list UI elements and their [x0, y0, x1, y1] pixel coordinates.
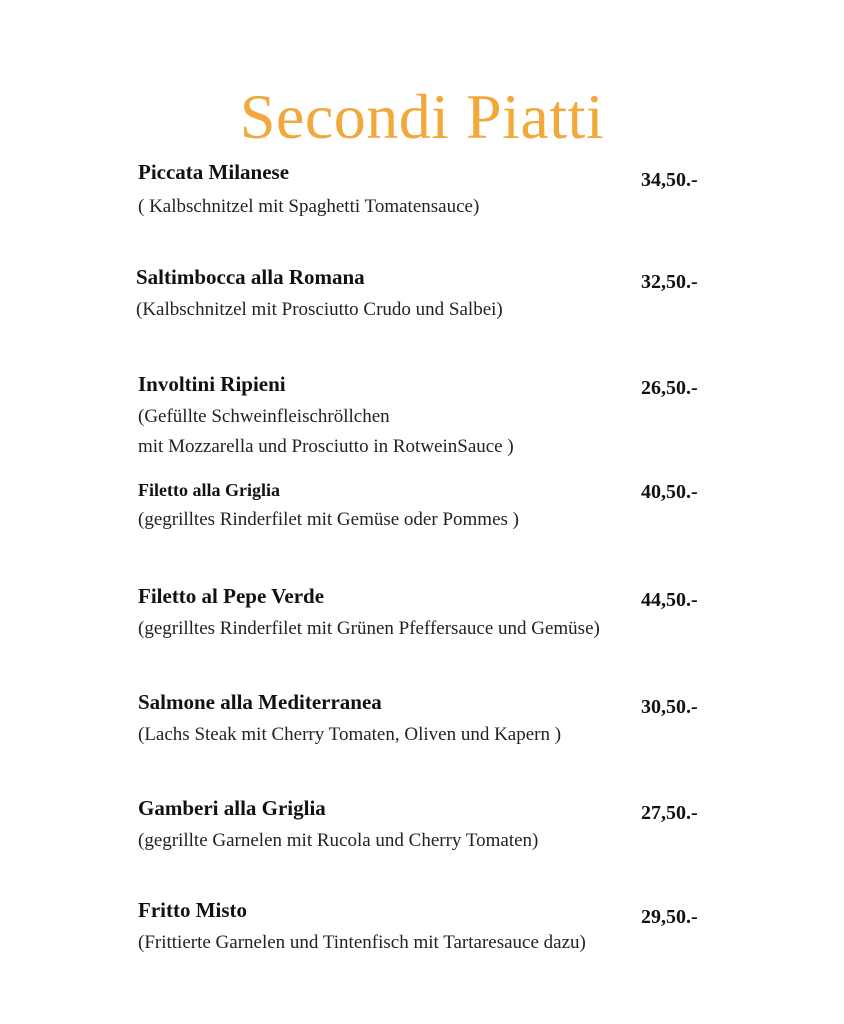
page-title: Secondi Piatti	[239, 80, 605, 152]
dish-price: 44,50.-	[641, 589, 698, 611]
dish-description: ( Kalbschnitzel mit Spaghetti Tomatensauce)	[138, 196, 480, 217]
dish-price: 27,50.-	[641, 802, 698, 824]
dish-description: (Lachs Steak mit Cherry Tomaten, Oliven und Kapern )	[138, 724, 562, 745]
dish-description: (gegrilltes Rinderfilet mit Grünen Pfeffersauce und Gemüse)	[138, 618, 600, 639]
dish-description-line-2: mit Mozzarella und Prosciutto in RotweinSauce )	[138, 436, 514, 457]
dish-price: 32,50.-	[641, 271, 698, 293]
dish-name: Filetto alla Griglia	[138, 480, 280, 500]
dish-description: (Frittierte Garnelen und Tintenfisch mit Tartaresauce dazu)	[138, 932, 586, 953]
dish-price: 40,50.-	[641, 481, 698, 503]
dish-name: Filetto al Pepe Verde	[138, 584, 325, 608]
dish-description: (Kalbschnitzel mit Prosciutto Crudo und Salbei)	[136, 299, 503, 320]
dish-name: Saltimbocca alla Romana	[136, 265, 365, 289]
dish-price: 34,50.-	[641, 169, 698, 191]
dish-name: Salmone alla Mediterranea	[138, 690, 382, 714]
dish-name: Piccata Milanese	[138, 160, 290, 184]
dish-description: (gegrilltes Rinderfilet mit Gemüse oder Pommes )	[138, 509, 519, 530]
dish-description: (gegrillte Garnelen mit Rucola und Cherry Tomaten)	[138, 830, 539, 851]
dish-price: 26,50.-	[641, 377, 698, 399]
dish-name: Involtini Ripieni	[138, 372, 286, 396]
dish-price: 30,50.-	[641, 696, 698, 718]
dish-name: Gamberi alla Griglia	[138, 796, 326, 820]
dish-price: 29,50.-	[641, 906, 698, 928]
dish-name: Fritto Misto	[138, 898, 248, 922]
dish-description-line-1: (Gefüllte Schweinfleischröllchen	[138, 406, 390, 427]
